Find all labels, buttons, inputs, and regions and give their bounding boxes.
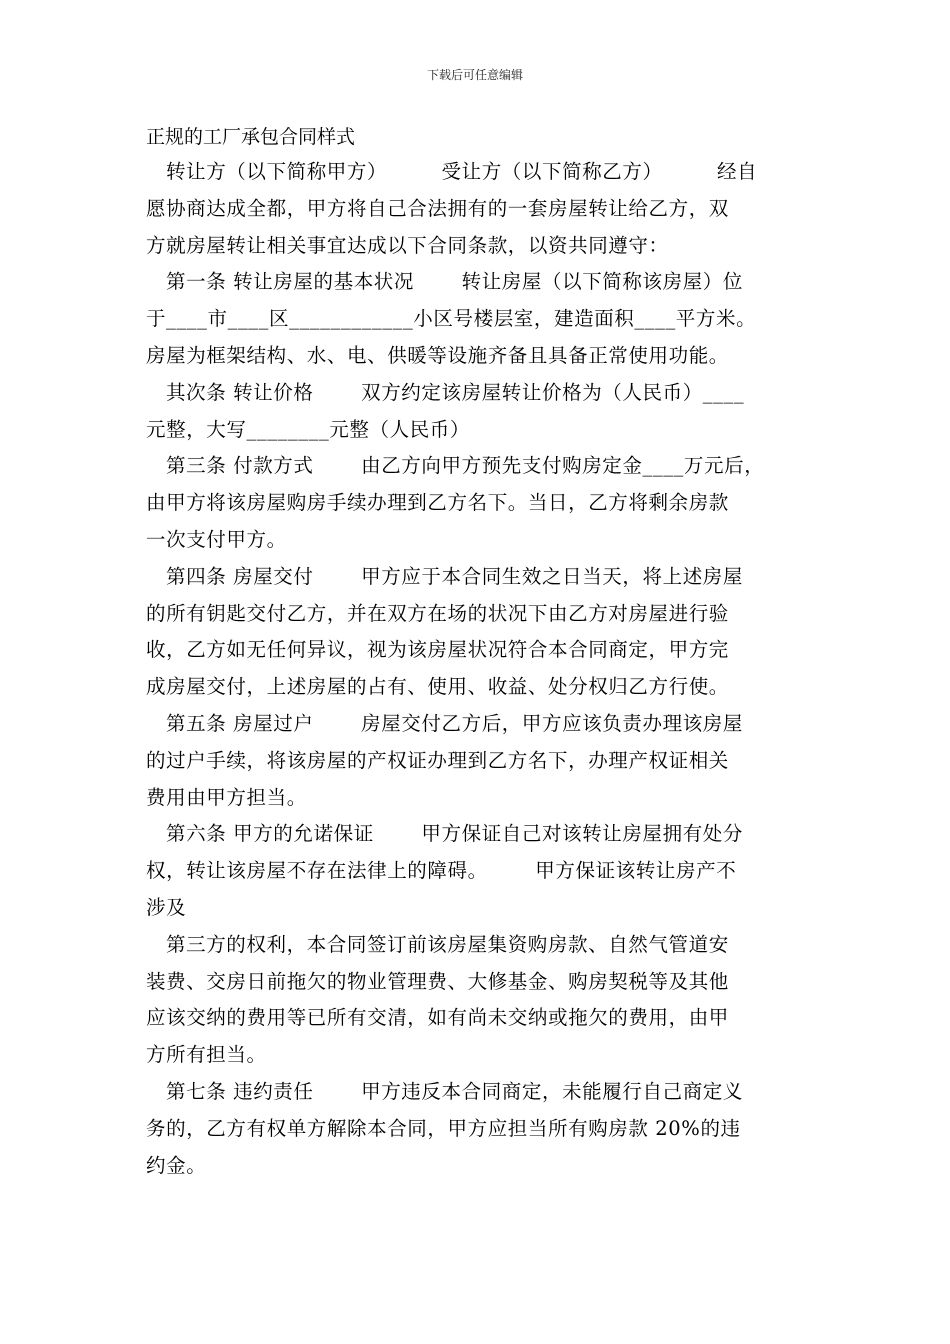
text-line: 转让方（以下简称甲方） 受让方（以下简称乙方） 经自 bbox=[166, 160, 758, 183]
text-line: 的过户手续，将该房屋的产权证办理到乙方名下，办理产权证相关 bbox=[146, 748, 729, 772]
article-7 bbox=[146, 1074, 816, 1184]
text-line: 房屋为框架结构、水、电、供暖等设施齐备且具备正常使用功能。 bbox=[146, 343, 729, 367]
text-line: 第三条 付款方式 由乙方向甲方预先支付购房定金____万元后， bbox=[166, 454, 765, 478]
paragraph-parties bbox=[146, 154, 816, 264]
document-body bbox=[146, 120, 816, 1184]
article-6 bbox=[146, 816, 816, 926]
text-line: 第三方的权利，本合同签订前该房屋集资购房款、自然气管道安 bbox=[166, 932, 729, 956]
text-line: 权，转让该房屋不存在法律上的障碍。 甲方保证该转让房产不 bbox=[146, 859, 737, 883]
article-4 bbox=[146, 559, 816, 706]
text-line: 第五条 房屋过户 房屋交付乙方后，甲方应该负责办理该房屋 bbox=[166, 711, 743, 735]
article-5 bbox=[146, 706, 816, 816]
text-line: 元整，大写________元整（人民币） bbox=[146, 417, 470, 441]
text-line: 由甲方将该房屋购房手续办理到乙方名下。当日，乙方将剩余房款 bbox=[146, 491, 729, 515]
text-line: 其次条 转让价格 双方约定该房屋转让价格为（人民币）____ bbox=[166, 380, 745, 404]
article-3 bbox=[146, 448, 816, 558]
text-line: 第一条 转让房屋的基本状况 转让房屋（以下简称该房屋）位 bbox=[166, 270, 743, 294]
text-line: 第六条 甲方的允诺保证 甲方保证自己对该转让房屋拥有处分 bbox=[166, 822, 743, 846]
text-line: 应该交纳的费用等已所有交清，如有尚未交纳或拖欠的费用，由甲 bbox=[146, 1006, 729, 1030]
text-line: 涉及 bbox=[146, 895, 187, 919]
text-line: 方就房屋转让相关事宜达成以下合同条款，以资共同遵守： bbox=[146, 233, 669, 257]
document-title: 正规的工厂承包合同样式 bbox=[146, 126, 356, 148]
text-line: 第四条 房屋交付 甲方应于本合同生效之日当天，将上述房屋 bbox=[166, 564, 743, 588]
text-line: 成房屋交付，上述房屋的占有、使用、收益、处分权归乙方行使。 bbox=[146, 675, 729, 699]
text-line: 约金。 bbox=[146, 1153, 207, 1177]
article-6-continued bbox=[146, 927, 816, 1074]
text-line: 收，乙方如无任何异议，视为该房屋状况符合本合同商定，甲方完 bbox=[146, 638, 729, 662]
article-2 bbox=[146, 375, 816, 449]
text-line: 费用由甲方担当。 bbox=[146, 785, 307, 809]
text-line: 方所有担当。 bbox=[146, 1043, 267, 1067]
text-line: 第七条 违约责任 甲方违反本合同商定，未能履行自己商定义 bbox=[166, 1079, 743, 1103]
text-line: 装费、交房日前拖欠的物业管理费、大修基金、购房契税等及其他 bbox=[146, 969, 729, 993]
text-line: 务的，乙方有权单方解除本合同，甲方应担当所有购房款 20%的违 bbox=[146, 1116, 741, 1140]
article-1 bbox=[146, 264, 816, 374]
text-line: 的所有钥匙交付乙方，并在双方在场的状况下由乙方对房屋进行验 bbox=[146, 601, 729, 625]
text-line: 一次支付甲方。 bbox=[146, 527, 287, 551]
text-line: 于____市____区____________小区号楼层室，建造面积____平方米。 bbox=[146, 307, 757, 331]
text-line: 愿协商达成全都，甲方将自己合法拥有的一套房屋转让给乙方，双 bbox=[146, 196, 729, 220]
page-header: 下载后可任意编辑 bbox=[426, 68, 523, 82]
